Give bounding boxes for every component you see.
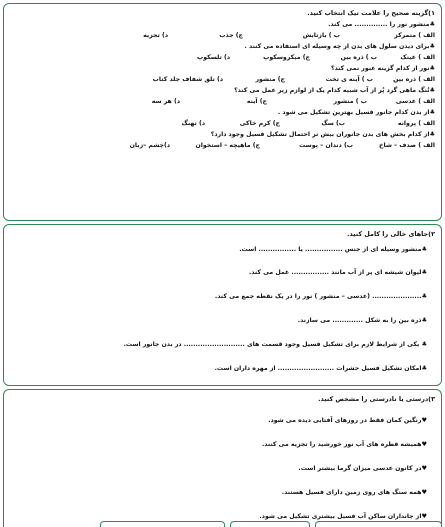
option-b[interactable]: ب ) منشور	[333, 98, 367, 105]
true-false-item: ♥رنگین کمان فقط در روزهای آفتابی دیده می شود.	[268, 417, 427, 424]
fill-in-item: ♣ذره بین را به شکل ............. می سازند.	[297, 317, 427, 324]
question-text: ♣از بدن کدام جانور فسیل بهترین تشکیل می شود .	[277, 109, 435, 116]
option-d[interactable]: د) تلق شفاف جلد کتاب	[152, 76, 223, 83]
option-a[interactable]: الف ) متمرکز	[394, 32, 435, 39]
section-title: ۱)گزینه صحیح را علامت تیک انتخاب کنید.	[307, 9, 435, 17]
option-a[interactable]: الف ) عینک	[400, 54, 435, 61]
question-text: ♣از کدام بخش های بدن جانوران بیش تر احتمال تشکیل فسیل وجود دارد؟	[210, 131, 435, 138]
fill-in-item: ♣امکان تشکیل فسیل حشرات ........................ از مهره داران است.	[214, 365, 427, 372]
option-c[interactable]: ج) کرم خاکی	[239, 120, 280, 127]
question-text: ♣نور از کدام گزینه عبور نمی کند؟	[330, 65, 435, 72]
option-c[interactable]: ج) ماهیچه – استخوان	[195, 142, 260, 149]
fill-in-item: ♣ یکی از شرایط لازم برای تشکیل فسیل وجود قسمت های .......................... در بدن جانور است.	[123, 341, 427, 348]
question-options	[10, 119, 435, 129]
fill-in-blank-section	[3, 224, 442, 386]
option-a[interactable]: الف ) پروانه	[397, 120, 435, 127]
question-text: ♣تُنگ ماهی گرد پُر از آب شبیه کدام یک از لوازم زیر عمل می کند؟	[234, 87, 435, 94]
option-a[interactable]: الف ) عدسی	[395, 98, 435, 105]
question-options	[10, 141, 435, 151]
question-options	[10, 31, 435, 41]
section-title: ۲)جاهای خالی را کامل کنید.	[347, 230, 435, 238]
question-text: ♣برای دیدن سلول های بدن از چه وسیله ای استفاده می کنند .	[244, 43, 435, 50]
option-c[interactable]: ج) جذب	[219, 32, 243, 39]
true-false-item: ♥در کانون عدسی میزان گرما بیشتر است.	[298, 465, 427, 472]
true-false-item: ♥از جانداران ساکن آب فسیل بیشتری تشکیل می شود.	[259, 513, 427, 520]
multiple-choice-section	[3, 3, 442, 221]
option-d[interactable]: د)چشم –زبان	[129, 142, 170, 149]
question-text: ♣منشور نور را .............. می کند.	[328, 21, 435, 28]
option-a[interactable]: الف ) ذره بین	[393, 76, 435, 83]
question-options	[10, 53, 435, 63]
worksheet	[3, 3, 442, 519]
option-b[interactable]: ب) دندان – پوست	[299, 142, 353, 149]
option-d[interactable]: د) نهنگ	[181, 120, 205, 127]
option-b[interactable]: ب ) ذره بین	[340, 54, 377, 61]
option-d[interactable]: د) تلسکوپ	[197, 54, 230, 61]
fill-in-item: ♣..................... (عدسی – منشور ) نور را در یک نقطه جمع می کند.	[214, 293, 427, 300]
option-b[interactable]: ب) سگ	[321, 120, 345, 127]
option-d[interactable]: د) تجزیه	[143, 32, 168, 39]
question-options	[10, 97, 435, 107]
option-c[interactable]: ج) آینه	[246, 98, 267, 105]
option-d[interactable]: د) هر سه	[151, 98, 180, 105]
section-title: ۳)درستی یا نادرستی را مشخص کنید.	[318, 395, 435, 403]
option-c[interactable]: ج) منشور	[255, 76, 285, 83]
fill-in-item: ♣لیوان شیشه ای پر از آب مانند ................ عمل می کند.	[248, 269, 427, 276]
option-a[interactable]: الف ) صدف – شاخ	[379, 142, 435, 149]
next-page-edge	[0, 521, 445, 527]
next-box-edge	[315, 521, 442, 527]
question-options	[10, 75, 435, 85]
true-false-item: ♥همیشه قطره های آب نور خورشید را تجزیه می کنند.	[261, 441, 427, 448]
fill-in-item: ♣منشور وسیله ای از جنس ................ یا ................ است.	[239, 246, 427, 253]
option-b[interactable]: ب ) آینه ی تخت	[325, 76, 373, 83]
option-c[interactable]: ج) میکروسکوپ	[263, 54, 310, 61]
next-box-edge	[100, 521, 225, 527]
next-box-edge	[230, 521, 310, 527]
true-false-section	[3, 389, 442, 527]
option-b[interactable]: ب ) بازتابش	[302, 32, 340, 39]
true-false-item: ♥همه سنگ های روی زمین دارای فسیل هستند.	[281, 489, 427, 496]
